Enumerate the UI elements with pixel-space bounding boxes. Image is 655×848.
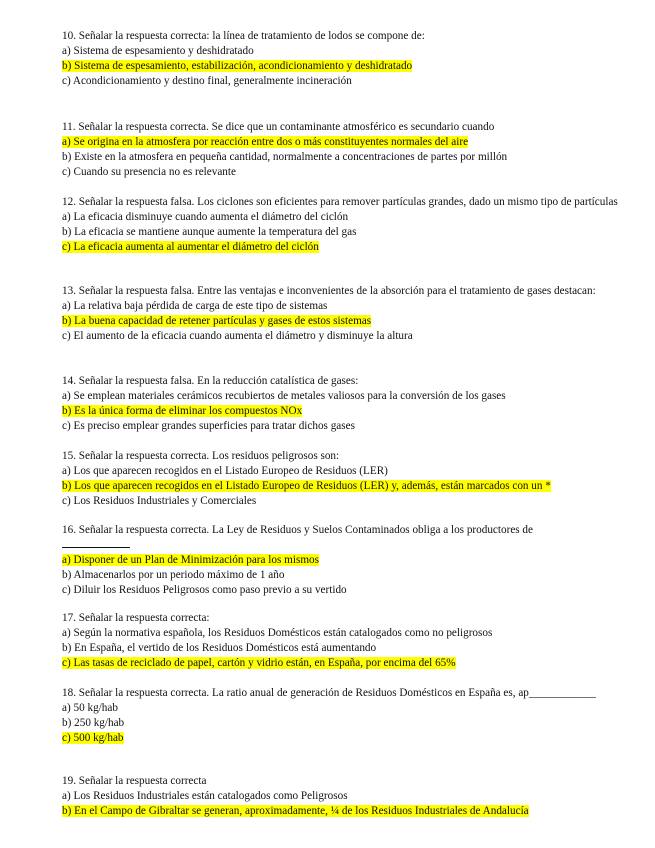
answer-option bbox=[62, 583, 632, 598]
answer-option bbox=[62, 494, 632, 509]
answer-text bbox=[62, 642, 376, 654]
answer-text bbox=[62, 75, 352, 87]
answer-option bbox=[62, 641, 632, 656]
option-text: Existe en la atmosfera en pequeña cantidad, normalmente a concentraciones de partes por millón bbox=[74, 151, 508, 163]
option-text: Según la normativa española, los Residuos Domésticos están catalogados como no peligrosos bbox=[73, 627, 493, 639]
option-text: La buena capacidad de retener partículas y gases de estos sistemas bbox=[74, 315, 372, 327]
answer-option bbox=[62, 240, 632, 255]
option-text: Las tasas de reciclado de papel, cartón y vidrio están, en España, por encima del 65% bbox=[73, 657, 456, 669]
option-text: En el Campo de Gibraltar se generan, aproximadamente, ¼ de los Residuos Industriales de Andalucía bbox=[74, 805, 529, 817]
question-block bbox=[62, 611, 632, 671]
answer-text bbox=[62, 300, 327, 312]
answer-option bbox=[62, 404, 632, 419]
answer-option bbox=[62, 329, 632, 344]
answer-blank bbox=[62, 538, 632, 553]
option-letter: a) bbox=[62, 300, 74, 312]
option-letter: a) bbox=[62, 211, 74, 223]
option-letter: a) bbox=[62, 627, 74, 639]
answer-option bbox=[62, 701, 632, 716]
option-text: Se origina en la atmosfera por reacción entre dos o más constituyentes normales del aire bbox=[73, 136, 469, 148]
option-text: Los que aparecen recogidos en el Listado Europeo de Residuos (LER) bbox=[73, 465, 388, 477]
question-text: 17. Señalar la respuesta correcta: bbox=[62, 612, 210, 624]
answer-option bbox=[62, 150, 632, 165]
option-text: 250 kg/hab bbox=[74, 717, 125, 729]
option-letter: b) bbox=[62, 60, 75, 72]
option-letter: b) bbox=[62, 226, 75, 238]
option-text: 500 kg/hab bbox=[73, 732, 124, 744]
option-letter: c) bbox=[62, 330, 74, 342]
answer-option bbox=[62, 731, 632, 746]
option-letter: c) bbox=[62, 732, 74, 744]
question-text: 14. Señalar la respuesta falsa. En la reducción catalística de gases: bbox=[62, 375, 359, 387]
option-letter: b) bbox=[62, 569, 74, 581]
question-block bbox=[62, 686, 632, 746]
option-letter: b) bbox=[62, 405, 75, 417]
option-text: Disponer de un Plan de Minimización para los mismos bbox=[73, 554, 319, 566]
question-text: 19. Señalar la respuesta correcta bbox=[62, 775, 207, 787]
highlighted-answer bbox=[62, 60, 412, 72]
option-letter: c) bbox=[62, 420, 74, 432]
answer-option bbox=[62, 419, 632, 434]
option-text: Los Residuos Industriales y Comerciales bbox=[73, 495, 257, 507]
blank-underline bbox=[62, 538, 130, 548]
highlighted-answer bbox=[62, 480, 551, 492]
question-block bbox=[62, 449, 632, 509]
answer-text bbox=[62, 211, 348, 223]
answer-option bbox=[62, 716, 632, 731]
answer-option bbox=[62, 479, 632, 494]
highlighted-answer bbox=[62, 554, 319, 566]
option-text: Acondicionamiento y destino final, generalmente incineración bbox=[72, 75, 352, 87]
option-text: Es preciso emplear grandes superficies para tratar dichos gases bbox=[73, 420, 355, 432]
option-text: La relativa baja pérdida de carga de este tipo de sistemas bbox=[73, 300, 328, 312]
option-text: Es la única forma de eliminar los compuestos NOx bbox=[74, 405, 303, 417]
highlighted-answer bbox=[62, 732, 124, 744]
option-text: El aumento de la eficacia cuando aumenta el diámetro y disminuye la altura bbox=[73, 330, 413, 342]
question-block bbox=[62, 29, 632, 89]
highlighted-answer bbox=[62, 241, 319, 253]
answer-text bbox=[62, 330, 413, 342]
question-block bbox=[62, 284, 632, 344]
answer-option bbox=[62, 59, 632, 74]
answer-option bbox=[62, 225, 632, 240]
question-text: 12. Señalar la respuesta falsa. Los ciclones son eficientes para remover partículas grandes, dado un mismo tipo de partículas bbox=[62, 196, 618, 208]
option-text: Sistema de espesamiento y deshidratado bbox=[73, 45, 254, 57]
option-text: La eficacia aumenta al aumentar el diámetro del ciclón bbox=[73, 241, 319, 253]
option-text: Diluir los Residuos Peligrosos como paso previo a su vertido bbox=[73, 584, 347, 596]
highlighted-answer bbox=[62, 315, 371, 327]
option-letter: c) bbox=[62, 657, 74, 669]
option-letter: a) bbox=[62, 465, 74, 477]
answer-option bbox=[62, 464, 632, 479]
highlighted-answer bbox=[62, 657, 456, 669]
question-text: 16. Señalar la respuesta correcta. La Ley de Residuos y Suelos Contaminados obliga a los productores de bbox=[62, 524, 533, 536]
answer-option bbox=[62, 656, 632, 671]
answer-option bbox=[62, 553, 632, 568]
option-text: Almacenarlos por un periodo máximo de 1 año bbox=[73, 569, 285, 581]
option-letter: c) bbox=[62, 241, 74, 253]
question-text: 15. Señalar la respuesta correcta. Los residuos peligrosos son: bbox=[62, 450, 340, 462]
option-letter: a) bbox=[62, 790, 74, 802]
answer-text bbox=[62, 790, 348, 802]
option-letter: b) bbox=[62, 480, 75, 492]
answer-option bbox=[62, 135, 632, 150]
answer-text bbox=[62, 584, 347, 596]
option-letter: c) bbox=[62, 584, 74, 596]
answer-option bbox=[62, 626, 632, 641]
option-letter: b) bbox=[62, 717, 75, 729]
answer-text bbox=[62, 495, 256, 507]
option-letter: b) bbox=[62, 642, 75, 654]
question-block bbox=[62, 120, 632, 180]
answer-text bbox=[62, 151, 507, 163]
question-block bbox=[62, 774, 632, 819]
option-letter: a) bbox=[62, 136, 74, 148]
option-text: Cuando su presencia no es relevante bbox=[73, 166, 236, 178]
option-text: La eficacia disminuye cuando aumenta el diámetro del ciclón bbox=[73, 211, 349, 223]
answer-option bbox=[62, 210, 632, 225]
option-letter: a) bbox=[62, 390, 74, 402]
answer-option bbox=[62, 74, 632, 89]
answer-option bbox=[62, 789, 632, 804]
option-text: Los que aparecen recogidos en el Listado Europeo de Residuos (LER) y, además, están marcados con un * bbox=[74, 480, 551, 492]
answer-text bbox=[62, 717, 124, 729]
question-block bbox=[62, 195, 632, 255]
answer-text bbox=[62, 420, 355, 432]
answer-option bbox=[62, 314, 632, 329]
answer-text bbox=[62, 627, 492, 639]
option-text: Se emplean materiales cerámicos recubiertos de metales valiosos para la conversión de los gases bbox=[73, 390, 506, 402]
answer-text bbox=[62, 465, 388, 477]
answer-option bbox=[62, 44, 632, 59]
option-text: 50 kg/hab bbox=[73, 702, 118, 714]
question-text: 18. Señalar la respuesta correcta. La ratio anual de generación de Residuos Domésticos en España es, ap____________ bbox=[62, 687, 597, 699]
option-letter: c) bbox=[62, 166, 74, 178]
question-block bbox=[62, 523, 632, 598]
answer-text bbox=[62, 45, 254, 57]
option-letter: c) bbox=[62, 75, 73, 87]
question-text: 13. Señalar la respuesta falsa. Entre las ventajas e inconvenientes de la absorción para el tratamiento de gases destacan: bbox=[62, 285, 596, 297]
answer-option bbox=[62, 568, 632, 583]
answer-option bbox=[62, 165, 632, 180]
option-letter: a) bbox=[62, 554, 74, 566]
answer-text bbox=[62, 569, 284, 581]
answer-option bbox=[62, 389, 632, 404]
answer-option bbox=[62, 804, 632, 819]
answer-text bbox=[62, 166, 236, 178]
highlighted-answer bbox=[62, 136, 468, 148]
answer-text bbox=[62, 702, 118, 714]
answer-text bbox=[62, 390, 506, 402]
option-letter: a) bbox=[62, 45, 74, 57]
highlighted-answer bbox=[62, 405, 302, 417]
option-letter: c) bbox=[62, 495, 74, 507]
option-text: Los Residuos Industriales están catalogados como Peligrosos bbox=[73, 790, 348, 802]
option-letter: a) bbox=[62, 702, 74, 714]
option-text: Sistema de espesamiento, estabilización, acondicionamiento y deshidratado bbox=[74, 60, 413, 72]
answer-text bbox=[62, 226, 356, 238]
highlighted-answer bbox=[62, 805, 529, 817]
question-text: 10. Señalar la respuesta correcta: la línea de tratamiento de lodos se compone de: bbox=[62, 30, 425, 42]
option-letter: b) bbox=[62, 315, 75, 327]
option-letter: b) bbox=[62, 151, 75, 163]
option-text: En España, el vertido de los Residuos Domésticos está aumentando bbox=[74, 642, 377, 654]
option-letter: b) bbox=[62, 805, 75, 817]
question-block bbox=[62, 374, 632, 434]
question-text: 11. Señalar la respuesta correcta. Se dice que un contaminante atmosférico es secundario cuando bbox=[62, 121, 495, 133]
answer-option bbox=[62, 299, 632, 314]
option-text: La eficacia se mantiene aunque aumente la temperatura del gas bbox=[74, 226, 357, 238]
